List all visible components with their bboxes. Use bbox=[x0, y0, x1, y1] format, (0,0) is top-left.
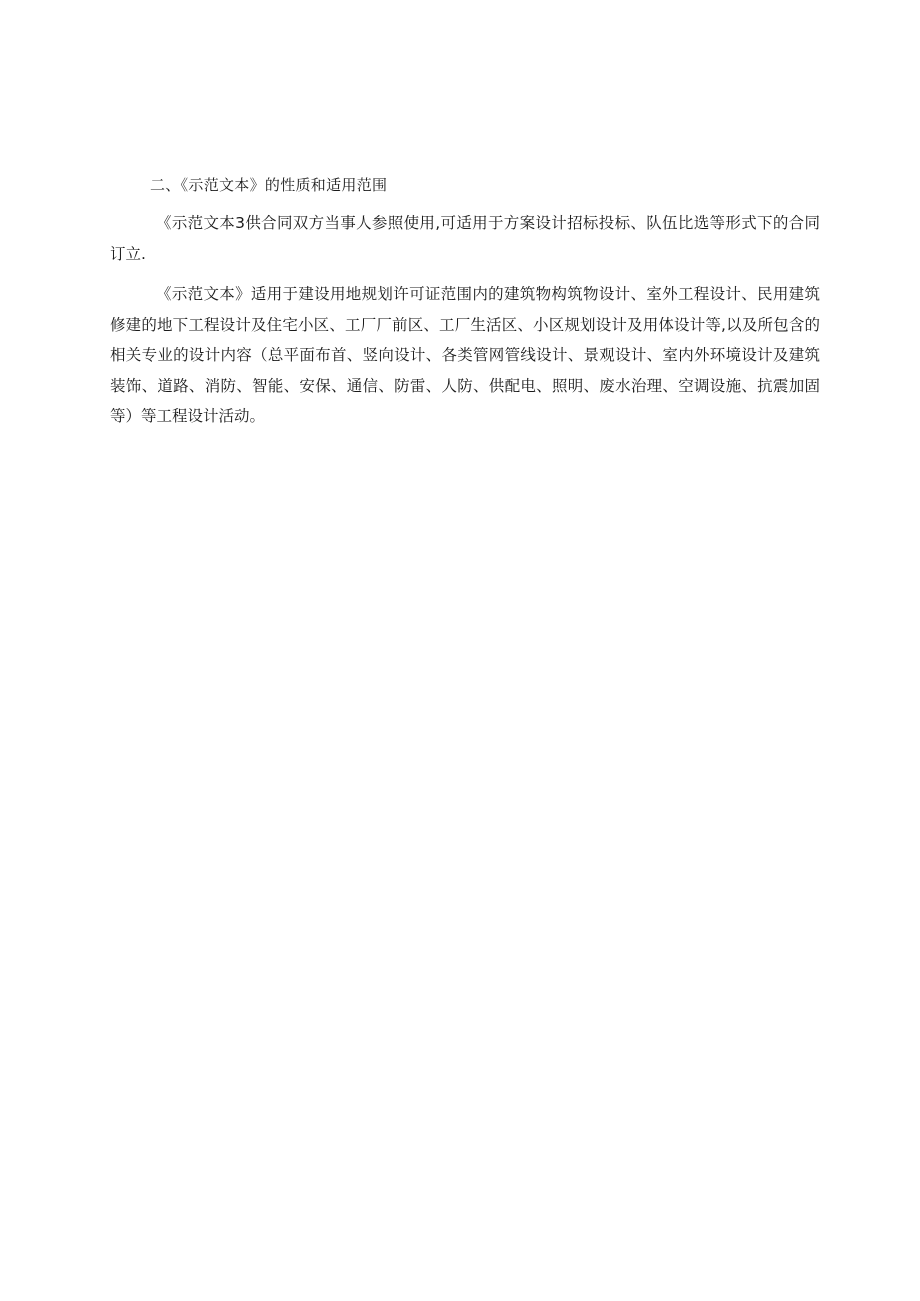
document-body bbox=[110, 170, 820, 432]
section-heading: 二、《示范文本》的性质和适用范围 bbox=[150, 176, 388, 194]
paragraph-scope: 《示范文本》适用于建设用地规划许可证范围内的建筑物构筑物设计、室外工程设计、民用建筑修建的地下工程设计及住宅小区、工厂厂前区、工厂生活区、小区规划设计及用体设计等,以及所包含的相关专业的设计内容（总平面布首、竖向设计、各类管网管线设计、景观设计、室内外环境设计及建筑装饰、道路、消防、智能、安保、通信、防雷、人防、供配电、照明、废水治理、空调设施、抗震加固等）等工程设计活动。 bbox=[110, 285, 820, 425]
paragraph-nature: 《示范文本3供合同双方当事人参照使用,可适用于方案设计招标投标、队伍比选等形式下的合同订立. bbox=[110, 214, 820, 263]
